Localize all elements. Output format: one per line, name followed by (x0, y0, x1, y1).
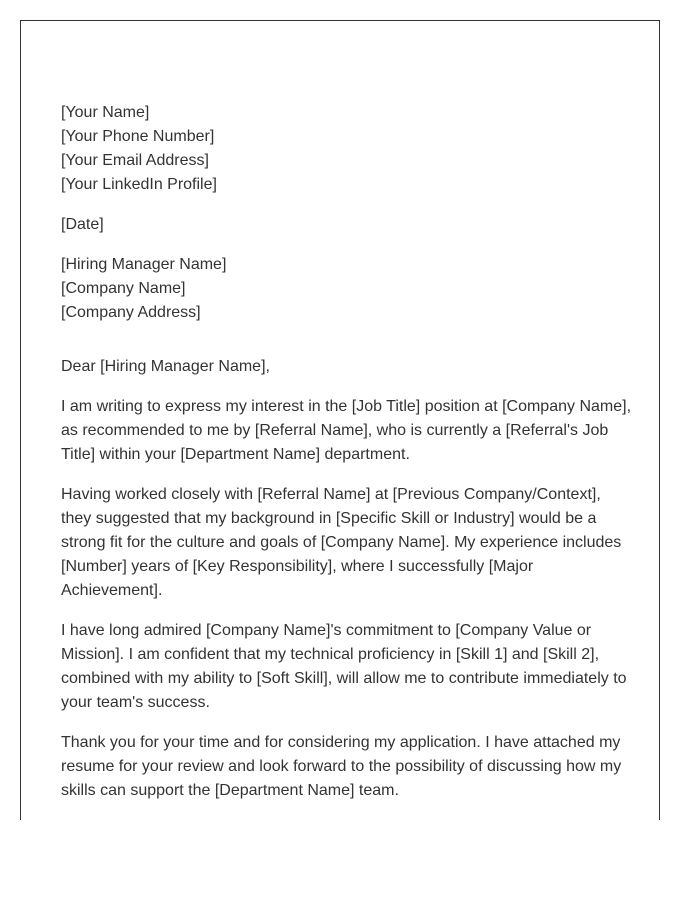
date-block (61, 213, 631, 237)
sender-linkedin: [Your LinkedIn Profile] (61, 176, 217, 193)
letter-page (20, 20, 660, 820)
sender-email: [Your Email Address] (61, 152, 209, 169)
letter-date: [Date] (61, 216, 104, 233)
paragraph-admiration: I have long admired [Company Name]'s commitment to [Company Value or Mission]. I am confident that my technical proficiency in [Skill 1] and [Skill 2], combined with my ability to [Soft Skill], will allow me to contribute immediately to your team's success. (61, 622, 627, 711)
sender-phone: [Your Phone Number] (61, 128, 215, 145)
recipient-company: [Company Name] (61, 280, 186, 297)
paragraph-closing: Thank you for your time and for considering my application. I have attached my resume for your review and look forward to the possibility of discussing how my skills can support the [Department Name] team. (61, 734, 622, 799)
sender-block (61, 101, 631, 197)
recipient-block (61, 253, 631, 325)
sender-name: [Your Name] (61, 104, 150, 121)
recipient-address: [Company Address] (61, 304, 201, 321)
salutation: Dear [Hiring Manager Name], (61, 358, 270, 375)
letter-content (61, 101, 631, 819)
paragraph-background: Having worked closely with [Referral Name] at [Previous Company/Context], they suggested that my background in [Specific Skill or Industry] would be a strong fit for the culture and goals of [Company Name]. My experience includes [Number] years of [Key Responsibility], where I successfully [Major Achievement]. (61, 486, 622, 599)
recipient-manager: [Hiring Manager Name] (61, 256, 227, 273)
paragraph-intro: I am writing to express my interest in the [Job Title] position at [Company Name], as recommended to me by [Referral Name], who is currently a [Referral's Job Title] within your [Department Name] department. (61, 398, 632, 463)
